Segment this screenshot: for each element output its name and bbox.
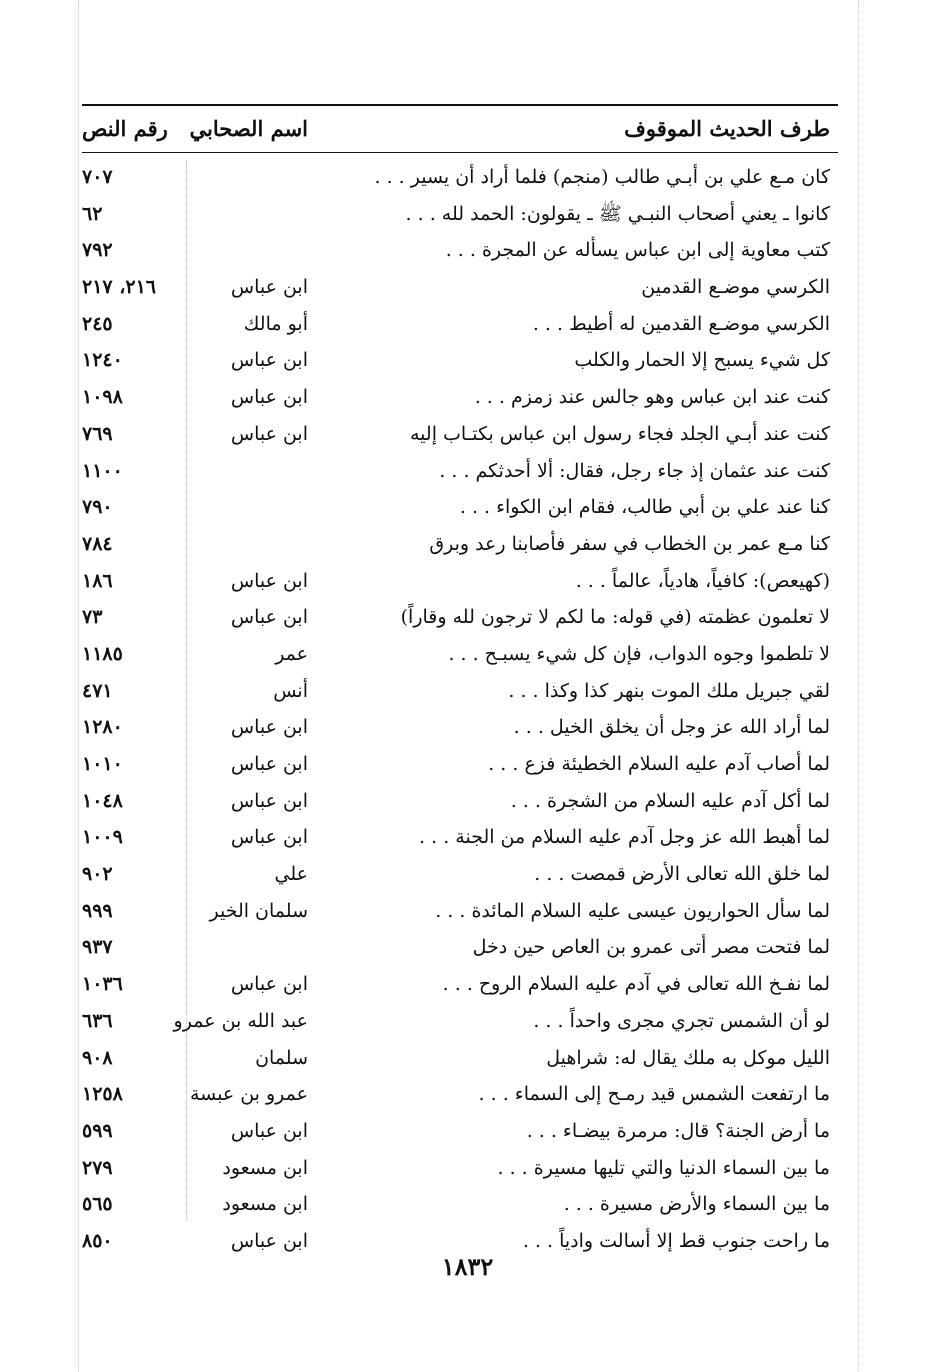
hadith-text: (كهيعص): كافياً، هادياً، عالماً . . . [575,569,830,592]
text-number: ٤٧١ [82,679,113,702]
table-row [82,1187,838,1224]
hadith-text: لا تلطموا وجوه الدواب، فإن كل شيء يسبـح . . . [448,642,830,665]
hadith-text: لما أصاب آدم عليه السلام الخطيئة فزع . . . [488,753,830,775]
table-row [82,564,838,601]
margin-dots-left [78,0,79,1372]
table-row [82,307,838,344]
hadith-text: لما سأل الحواريون عيسى عليه السلام المائدة . . . [435,899,830,922]
companion-name: ابن عباس [230,422,308,445]
companion-name: ابن مسعود [222,1156,308,1179]
hadith-text: ما أرض الجنة؟ قال: مرمرة بيضـاء . . . [526,1119,830,1142]
table-row [82,380,838,417]
hadith-text: الكرسي موضـع القدمين [641,276,830,299]
companion-name: ابن مسعود [222,1193,308,1216]
companion-name: ابن عباس [230,349,308,372]
text-number: ١٨٦ [82,569,113,592]
companion-name: عبد الله بن عمرو [173,1009,308,1032]
text-number: ١٠٩٨ [82,386,123,409]
page-number: ١٨٣٢ [441,1252,494,1281]
table-row [82,1004,838,1041]
companion-name: عمرو بن عبسة [189,1083,308,1106]
companion-name: ابن عباس [230,973,308,996]
table-row [82,1151,838,1188]
text-number: ١٠٠٩ [82,826,123,849]
text-number: ٩٣٧ [82,936,113,959]
table-row [82,1041,838,1078]
hadith-text: لما أكل آدم عليه السلام من الشجرة . . . [510,789,830,812]
table-row [82,747,838,784]
text-number: ١٢٨٠ [82,716,123,739]
hadith-text: كنا مـع عمر بن الخطاب في سفر فأصابنا رعد وبرق [429,532,830,555]
table-row [82,967,838,1004]
text-number: ٥٩٩ [82,1119,113,1142]
text-number: ٧٩٢ [82,239,113,262]
table-row [82,454,838,491]
hadith-text: كتب معاوية إلى ابن عباس يسأله عن المجرة . . . [445,239,830,262]
table-row [82,1114,838,1151]
hadith-text: كنت عند عثمان إذ جاء رجل، فقال: ألا أحدثكم . . . [439,459,830,482]
text-number: ١٠١٠ [82,753,123,775]
hadith-text: كان مـع علي بن أبـي طالب (منجم) فلما أراد أن يسير . . . [374,166,830,188]
text-number: ١٢٤٠ [82,349,123,372]
text-number: ٩٩٩ [82,899,113,922]
table-row [82,197,838,234]
table-row [82,820,838,857]
table-row [82,527,838,564]
hadith-text: لقي جبريل ملك الموت بنهر كذا وكذا . . . [508,679,830,702]
companion-name: أنس [273,679,308,702]
text-number: ١٠٤٨ [82,789,123,812]
text-number: ٩٠٨ [82,1046,113,1069]
table-row [82,930,838,967]
hadith-text: كانوا ـ يعني أصحاب النبـي ﷺ ـ يقولون: الحمد لله . . . [405,202,830,225]
table-row [82,343,838,380]
hadith-text: ما بين السماء الدنيا والتي تليها مسيرة . . . [497,1156,830,1179]
companion-name: ابن عباس [230,716,308,739]
text-number: ٥٦٥ [82,1193,113,1216]
companion-name: ابن عباس [230,826,308,849]
hadith-text: لا تعلمون عظمته (في قوله: ما لكم لا ترجون لله وقاراً) [400,606,830,629]
hadith-text: لما أهبط الله عز وجل آدم عليه السلام من الجنة . . . [419,826,830,849]
table-row [82,160,838,197]
table-row [82,710,838,747]
companion-name: عمر [275,642,308,665]
companion-name: ابن عباس [230,1229,308,1252]
hadith-text: ما بين السماء والأرض مسيرة . . . [563,1193,830,1216]
text-number: ١٠٣٦ [82,973,123,996]
companion-name: أبو مالك [243,312,308,335]
table-row [82,270,838,307]
text-number: ٨٥٠ [82,1229,113,1252]
header-text-column: طرف الحديث الموقوف [624,116,830,141]
text-number: ١١٠٠ [82,459,123,482]
companion-name: ابن عباس [230,789,308,812]
text-number: ١١٨٥ [82,642,123,665]
hadith-text: لما أراد الله عز وجل أن يخلق الخيل . . . [513,716,830,739]
hadith-text: الكرسي موضـع القدمين له أطيط . . . [532,312,830,335]
index-table [82,160,838,1261]
text-number: ٧٨٤ [82,532,113,555]
companion-name: ابن عباس [230,386,308,409]
text-number: ٦٢ [82,202,103,225]
table-header [82,112,838,152]
companion-name: سلمان الخير [209,899,308,922]
table-row [82,1077,838,1114]
header-number-column: رقم النص [82,116,168,141]
text-number: ٢٤٥ [82,312,113,335]
hadith-text: كنت عند ابن عباس وهو جالس عند زمزم . . . [474,386,830,409]
companion-name: علي [274,863,308,886]
hadith-text: لما نفـخ الله تعالى في آدم عليه السلام الروح . . . [442,973,830,996]
header-rule [82,152,838,153]
companion-name: ابن عباس [230,606,308,629]
companion-name: ابن عباس [230,569,308,592]
hadith-text: ما ارتفعت الشمس قيد رمـح إلى السماء . . . [478,1083,830,1106]
text-number: ٢٧٩ [82,1156,113,1179]
companion-name: ابن عباس [230,276,308,299]
table-row [82,417,838,454]
text-number: ٧٠٧ [82,166,113,188]
hadith-text: لما خلق الله تعالى الأرض قمصت . . . [534,863,830,886]
hadith-text: كنا عند علي بن أبي طالب، فقام ابن الكواء . . . [459,496,830,519]
margin-dots-right [858,0,859,1372]
text-number: ٩٠٢ [82,863,113,886]
text-number: ٧٣ [82,606,103,629]
hadith-text: لو أن الشمس تجري مجرى واحداً . . . [533,1009,830,1032]
hadith-text: كل شيء يسبح إلا الحمار والكلب [574,349,830,372]
companion-name: سلمان [255,1046,308,1069]
text-number: ١٢٥٨ [82,1083,123,1106]
header-companion-column: اسم الصحابي [189,116,308,141]
table-row [82,490,838,527]
table-row [82,674,838,711]
hadith-text: الليل موكل به ملك يقال له: شراهيل [546,1046,830,1069]
hadith-text: لما فتحت مصر أتى عمرو بن العاص حين دخل [472,936,830,959]
hadith-text: كنت عند أبـي الجلد فجاء رسول ابن عباس بكتـاب إليه [409,422,830,445]
table-row [82,233,838,270]
text-number: ٢١٦، ٢١٧ [82,276,156,299]
top-rule [82,104,838,106]
companion-name: ابن عباس [230,753,308,775]
text-number: ٧٩٠ [82,496,113,519]
table-row [82,784,838,821]
table-row [82,637,838,674]
text-number: ٦٣٦ [82,1009,113,1032]
table-row [82,894,838,931]
table-row [82,600,838,637]
text-number: ٧٦٩ [82,422,113,445]
table-row [82,857,838,894]
companion-name: ابن عباس [230,1119,308,1142]
hadith-text: ما راحت جنوب قط إلا أسالت وادياً . . . [522,1229,830,1252]
